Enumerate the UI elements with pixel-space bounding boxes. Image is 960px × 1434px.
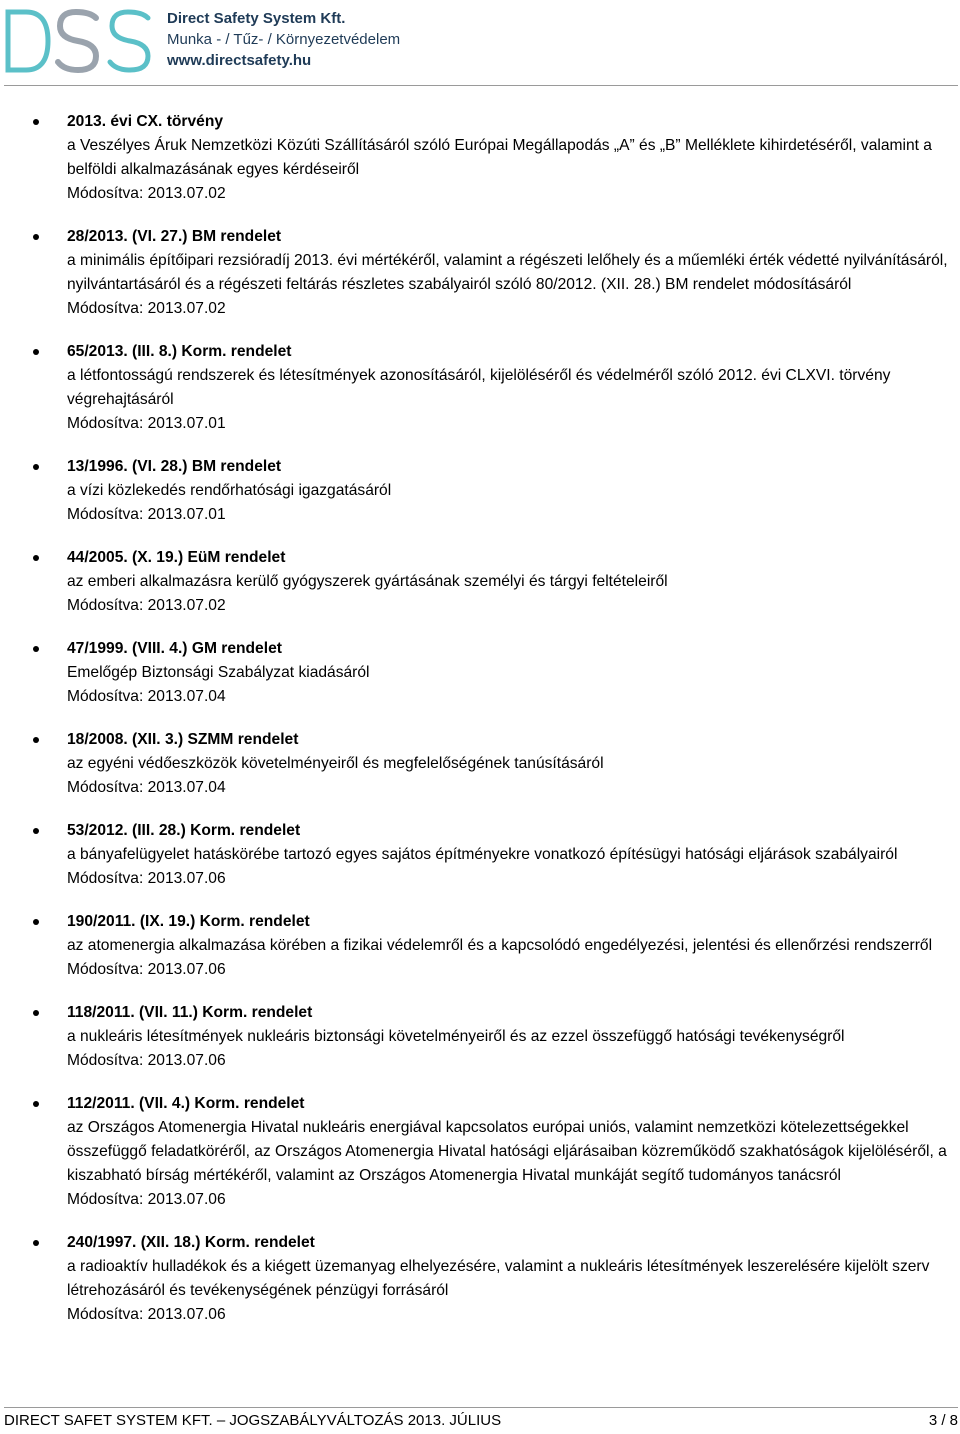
modified-date: Módosítva: 2013.07.02: [67, 300, 226, 317]
modified-date: Módosítva: 2013.07.02: [67, 597, 226, 614]
list-item: [0, 1092, 960, 1212]
list-item: [0, 637, 960, 709]
modified-date: Módosítva: 2013.07.01: [67, 415, 226, 432]
regulation-description: az emberi alkalmazásra kerülő gyógyszerek gyártásának személyi és tárgyi feltételeiről: [67, 573, 668, 590]
regulation-list: [0, 110, 960, 1346]
list-item: [0, 455, 960, 527]
regulation-description: a Veszélyes Áruk Nemzetközi Közúti Szállításáról szóló Európai Megállapodás „A” és „B” Melléklete kihirdetéséről, valamint a belföldi alkalmazásának egyes kérdéseiről: [67, 137, 932, 178]
modified-date: Módosítva: 2013.07.02: [67, 185, 226, 202]
modified-date: Módosítva: 2013.07.06: [67, 1052, 226, 1069]
regulation-description: a nukleáris létesítmények nukleáris biztonsági követelményeiről és az ezzel összefüggő hatósági tevékenységről: [67, 1028, 845, 1045]
bullet-icon: [33, 646, 39, 652]
list-item: [0, 340, 960, 436]
regulation-description: a bányafelügyelet hatáskörébe tartozó egyes sajátos építményekre vonatkozó építésügyi hatósági eljárások szabályairól: [67, 846, 898, 863]
header-divider: [4, 85, 958, 86]
list-item: [0, 110, 960, 206]
modified-date: Módosítva: 2013.07.04: [67, 688, 226, 705]
regulation-description: Emelőgép Biztonsági Szabályzat kiadásáról: [67, 664, 370, 681]
regulation-title: 240/1997. (XII. 18.) Korm. rendelet: [67, 1234, 315, 1251]
list-item: [0, 1231, 960, 1327]
footer-title: DIRECT SAFET SYSTEM KFT. – JOGSZABÁLYVÁLTOZÁS 2013. JÚLIUS: [4, 1412, 502, 1429]
regulation-title: 2013. évi CX. törvény: [67, 113, 224, 130]
regulation-description: az egyéni védőeszközök követelményeiről és megfelelőségének tanúsításáról: [67, 755, 604, 772]
bullet-icon: [33, 828, 39, 834]
regulation-title: 13/1996. (VI. 28.) BM rendelet: [67, 458, 282, 475]
regulation-description: az atomenergia alkalmazása körében a fizikai védelemről és a kapcsolódó engedélyezési, jelentési és ellenőrzési rendszerről: [67, 937, 933, 954]
bullet-icon: [33, 1240, 39, 1246]
modified-date: Módosítva: 2013.07.06: [67, 1191, 226, 1208]
page-number: 3 / 8: [928, 1412, 958, 1429]
regulation-title: 44/2005. (X. 19.) EüM rendelet: [67, 549, 286, 566]
bullet-icon: [33, 737, 39, 743]
page-footer: [4, 1407, 958, 1434]
bullet-icon: [33, 1101, 39, 1107]
page-header: [0, 0, 960, 86]
list-item: [0, 910, 960, 982]
modified-date: Módosítva: 2013.07.01: [67, 506, 226, 523]
regulation-description: az Országos Atomenergia Hivatal nukleáris energiával kapcsolatos európai uniós, valamint nemzetközi kötelezettségekkel összefüggő feladatköréről, az Országos Atomenergia Hivatal hatósági eljárásaiban közreműködő szakhatóságok kijelöléséről, a kiszabható bírság mértékéről, valamint az Országos Atomenergia Hivatal munkáját segítő tudományos tanácsról: [67, 1119, 947, 1184]
regulation-title: 47/1999. (VIII. 4.) GM rendelet: [67, 640, 282, 657]
bullet-icon: [33, 919, 39, 925]
regulation-title: 18/2008. (XII. 3.) SZMM rendelet: [67, 731, 299, 748]
regulation-description: a vízi közlekedés rendőrhatósági igazgatásáról: [67, 482, 392, 499]
modified-date: Módosítva: 2013.07.06: [67, 961, 226, 978]
list-item: [0, 546, 960, 618]
company-name: Direct Safety System Kft.: [167, 10, 346, 27]
company-info: [167, 8, 400, 71]
list-item: [0, 1001, 960, 1073]
list-item: [0, 225, 960, 321]
modified-date: Módosítva: 2013.07.04: [67, 779, 226, 796]
regulation-title: 112/2011. (VII. 4.) Korm. rendelet: [67, 1095, 305, 1112]
modified-date: Módosítva: 2013.07.06: [67, 870, 226, 887]
company-tagline: Munka - / Tűz- / Környezetvédelem: [167, 31, 401, 48]
regulation-description: a minimális építőipari rezsióradíj 2013. évi mértékéről, valamint a régészeti lelőhely és a műemléki érték védetté nyilvánításáról, nyilvántartásáról és a régészeti feltárás részletes szabályairól szóló 80/2012. (XII. 28.) BM rendelet módosításáról: [67, 252, 948, 293]
list-item: [0, 819, 960, 891]
regulation-title: 190/2011. (IX. 19.) Korm. rendelet: [67, 913, 310, 930]
regulation-title: 53/2012. (III. 28.) Korm. rendelet: [67, 822, 301, 839]
regulation-description: a radioaktív hulladékok és a kiégett üzemanyag elhelyezésére, valamint a nukleáris létesítmények leszerelésére kijelölt szerv létrehozásáról és tevékenységének pénzügyi forrásáról: [67, 1258, 930, 1299]
bullet-icon: [33, 464, 39, 470]
company-logo-icon: [4, 6, 154, 76]
modified-date: Módosítva: 2013.07.06: [67, 1306, 226, 1323]
bullet-icon: [33, 1010, 39, 1016]
bullet-icon: [33, 349, 39, 355]
regulation-title: 28/2013. (VI. 27.) BM rendelet: [67, 228, 282, 245]
bullet-icon: [33, 234, 39, 240]
bullet-icon: [33, 119, 39, 125]
regulation-title: 65/2013. (III. 8.) Korm. rendelet: [67, 343, 292, 360]
list-item: [0, 728, 960, 800]
company-url[interactable]: www.directsafety.hu: [167, 52, 312, 69]
regulation-description: a létfontosságú rendszerek és létesítmények azonosításáról, kijelöléséről és védelméről szóló 2012. évi CLXVI. törvény végrehajtásáról: [67, 367, 891, 408]
regulation-title: 118/2011. (VII. 11.) Korm. rendelet: [67, 1004, 313, 1021]
bullet-icon: [33, 555, 39, 561]
